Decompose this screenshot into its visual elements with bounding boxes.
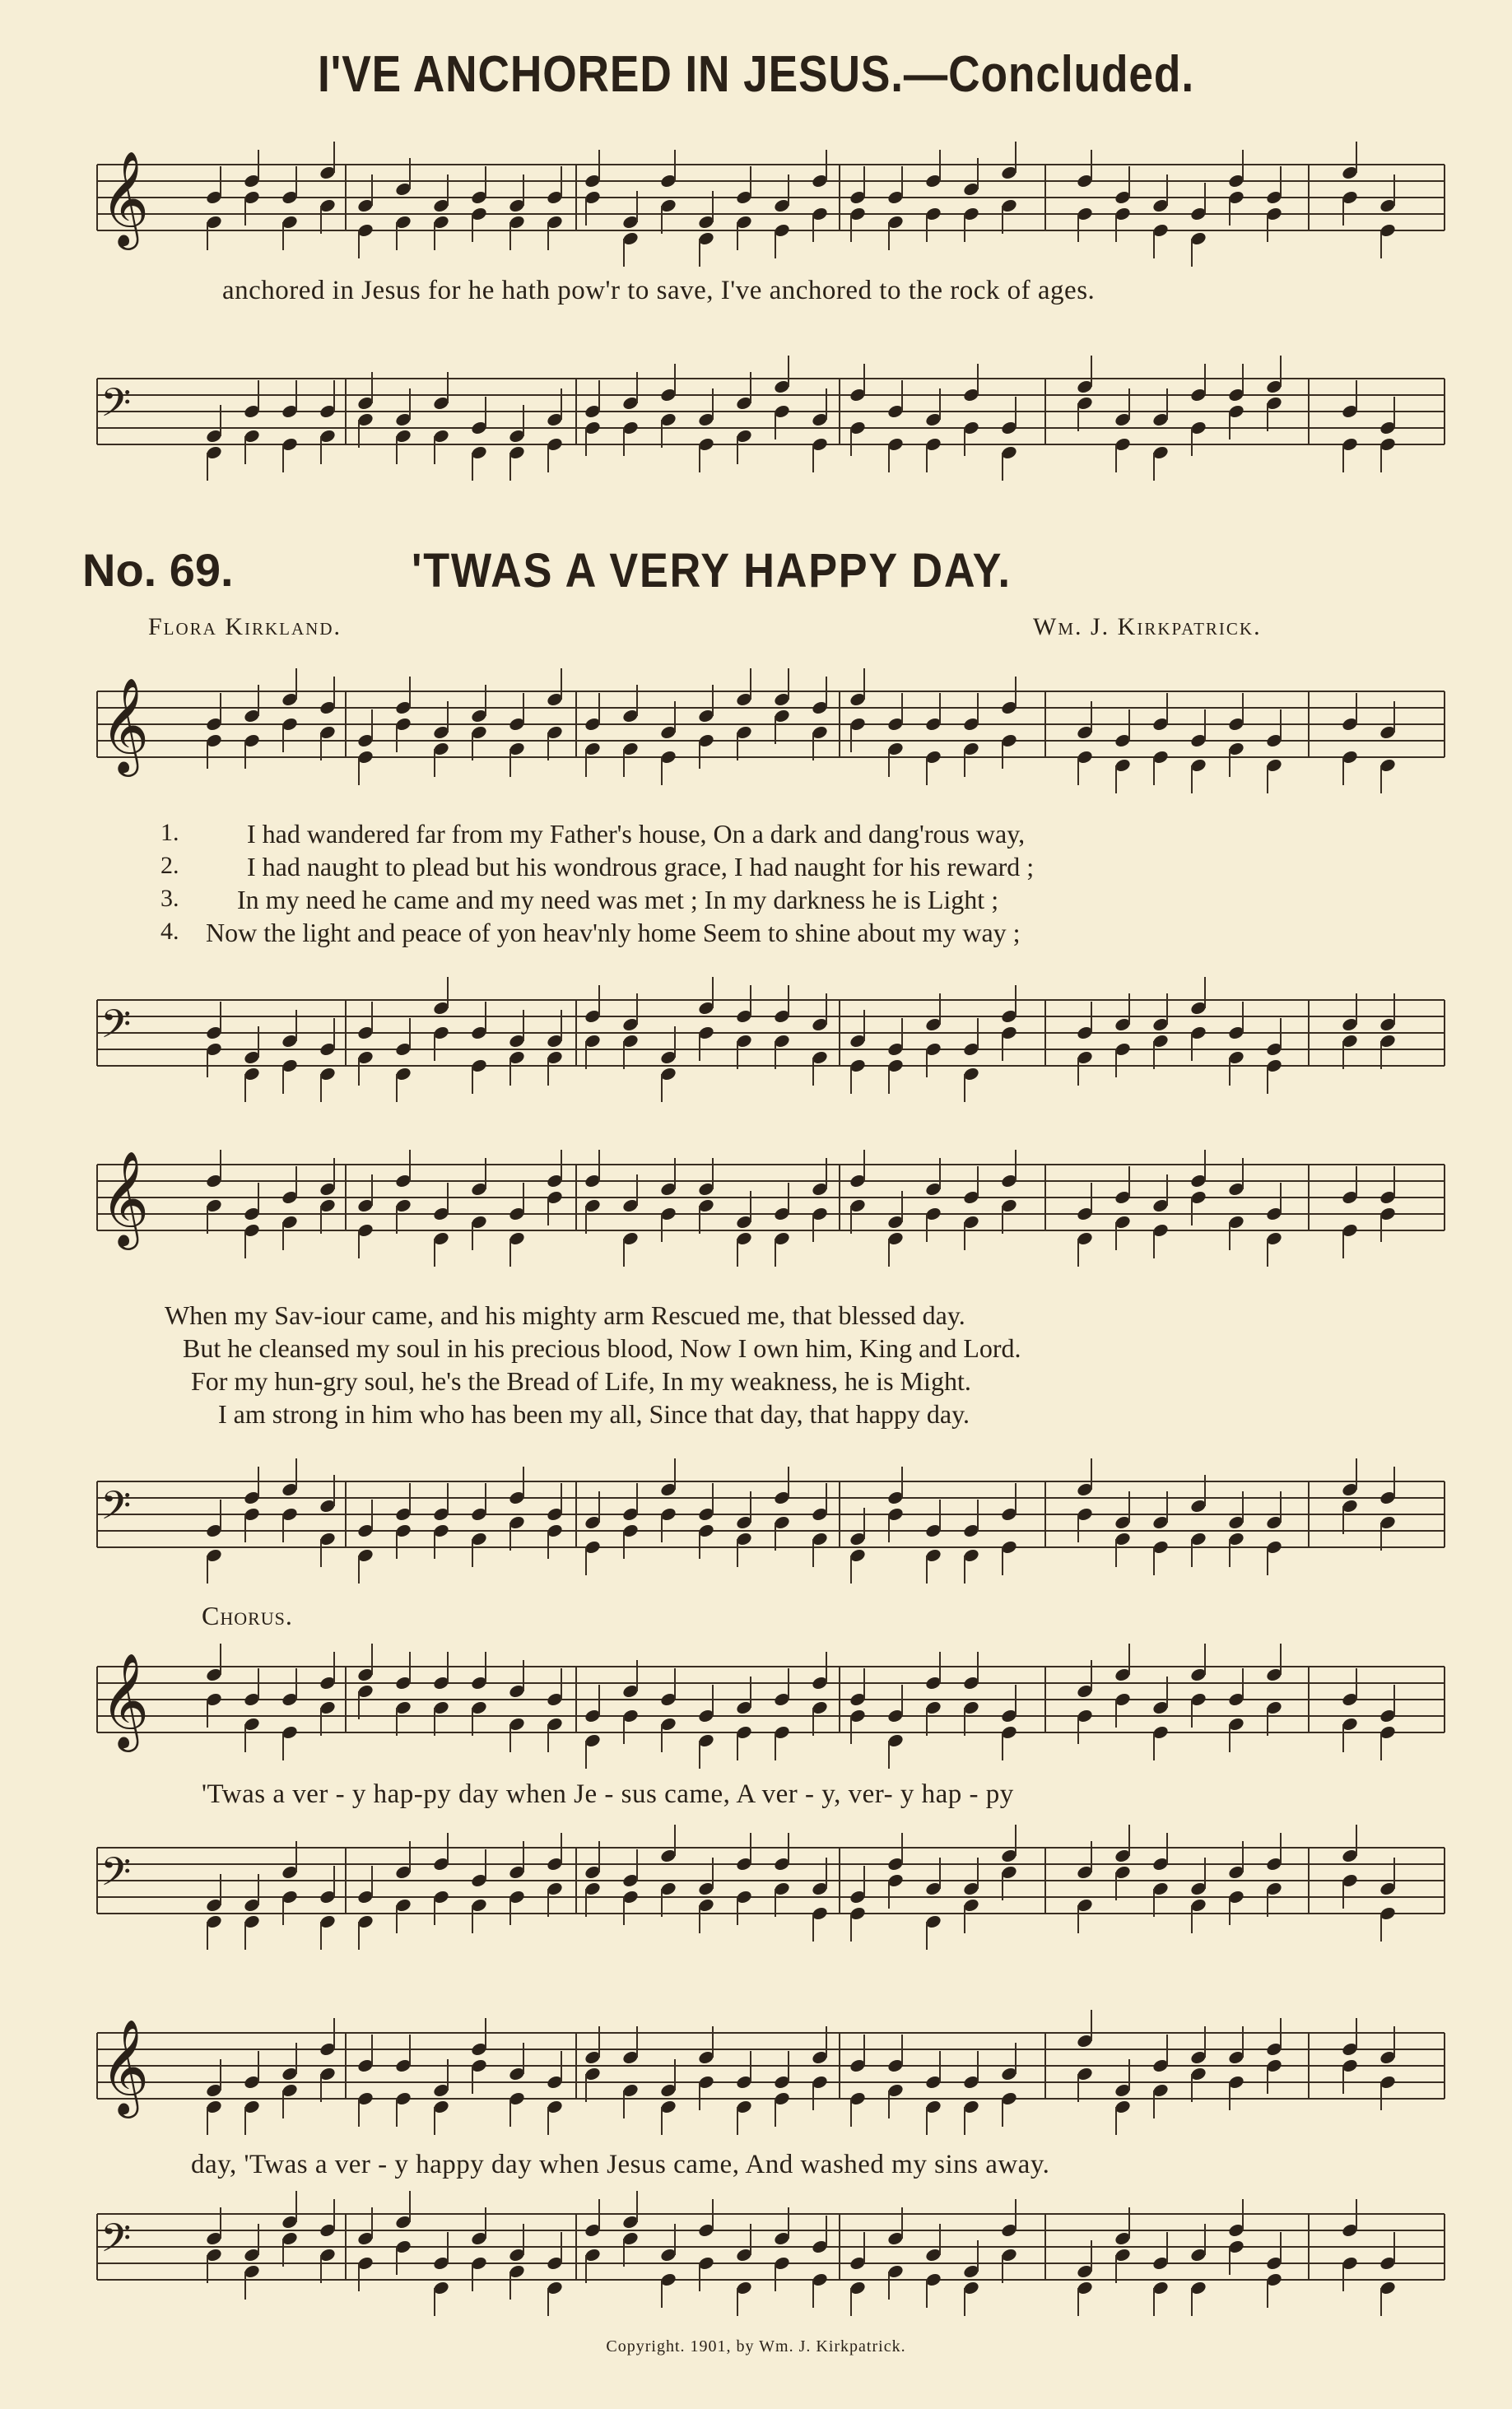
staff-chorus-treble-1 (0, 1650, 1512, 1765)
verse-line: Now the light and peace of yon heav'nly home Seem to shine about my way ; (206, 918, 1021, 947)
verse-line: When my Sav-iour came, and his mighty arm Rescued me, that blessed day. (165, 1300, 965, 1330)
hymn-number: No. 69. (82, 544, 234, 596)
staff-verse-bass-2 (0, 1465, 1512, 1580)
svg-text:𝄞: 𝄞 (100, 2018, 150, 2114)
verse-number: 1. (161, 819, 179, 846)
svg-text:𝄢: 𝄢 (100, 2215, 132, 2271)
verse-line: For my hun-gry soul, he's the Bread of Life, In my weakness, he is Might. (191, 1366, 971, 1396)
hymn-title: 'TWAS A VERY HAPPY DAY. (412, 544, 1012, 598)
staff-verse-treble-1 (0, 675, 1512, 790)
verse-number: 3. (161, 885, 179, 912)
verse-line: I had wandered far from my Father's house, On a dark and dang'rous way, (247, 819, 1026, 849)
staff-chorus-treble-2 (0, 2016, 1512, 2132)
verse-line: I am strong in him who has been my all, Since that day, that happy day. (218, 1399, 970, 1429)
continued-title: I'VE ANCHORED IN JESUS.—Concluded. (317, 46, 1195, 103)
svg-text:𝄢: 𝄢 (100, 379, 132, 435)
lyricist-credit: Flora Kirkland. (148, 613, 342, 640)
verse-line: In my need he came and my need was met ; In my darkness he is Light ; (237, 885, 999, 914)
chorus-label: Chorus. (202, 1601, 293, 1630)
verse-number: 2. (161, 852, 179, 879)
copyright-notice: Copyright. 1901, by Wm. J. Kirkpatrick. (606, 2337, 906, 2356)
verse-number: 4. (161, 918, 179, 945)
svg-text:𝄞: 𝄞 (100, 150, 150, 246)
staff-verse-bass-1 (0, 984, 1512, 1099)
svg-text:𝄢: 𝄢 (100, 1482, 132, 1538)
chorus-lyric-2: day, 'Twas a ver - y happy day when Jesus came, And washed my sins away. (191, 2150, 1050, 2179)
staff-verse-treble-2 (0, 1148, 1512, 1263)
svg-text:𝄞: 𝄞 (100, 1652, 150, 1748)
svg-text:𝄞: 𝄞 (100, 1150, 150, 1246)
anchored-lyric: anchored in Jesus for he hath pow'r to save, I've anchored to the rock of ages. (222, 276, 1096, 305)
svg-text:𝄢: 𝄢 (100, 1849, 132, 1904)
staff-anchored-bass (0, 362, 1512, 477)
composer-credit: Wm. J. Kirkpatrick. (1033, 613, 1262, 640)
verse-line: But he cleansed my soul in his precious blood, Now I own him, King and Lord. (183, 1333, 1021, 1363)
staff-chorus-bass-2 (0, 2197, 1512, 2313)
chorus-lyric-1: 'Twas a ver - y hap-py day when Je - sus came, A ver - y, ver- y hap - py (202, 1779, 1014, 1809)
verse-line: I had naught to plead but his wondrous grace, I had naught for his reward ; (247, 852, 1035, 881)
svg-text:𝄞: 𝄞 (100, 677, 150, 773)
staff-chorus-bass-1 (0, 1831, 1512, 1946)
svg-text:𝄢: 𝄢 (100, 1001, 132, 1057)
staff-anchored-treble (0, 148, 1512, 263)
